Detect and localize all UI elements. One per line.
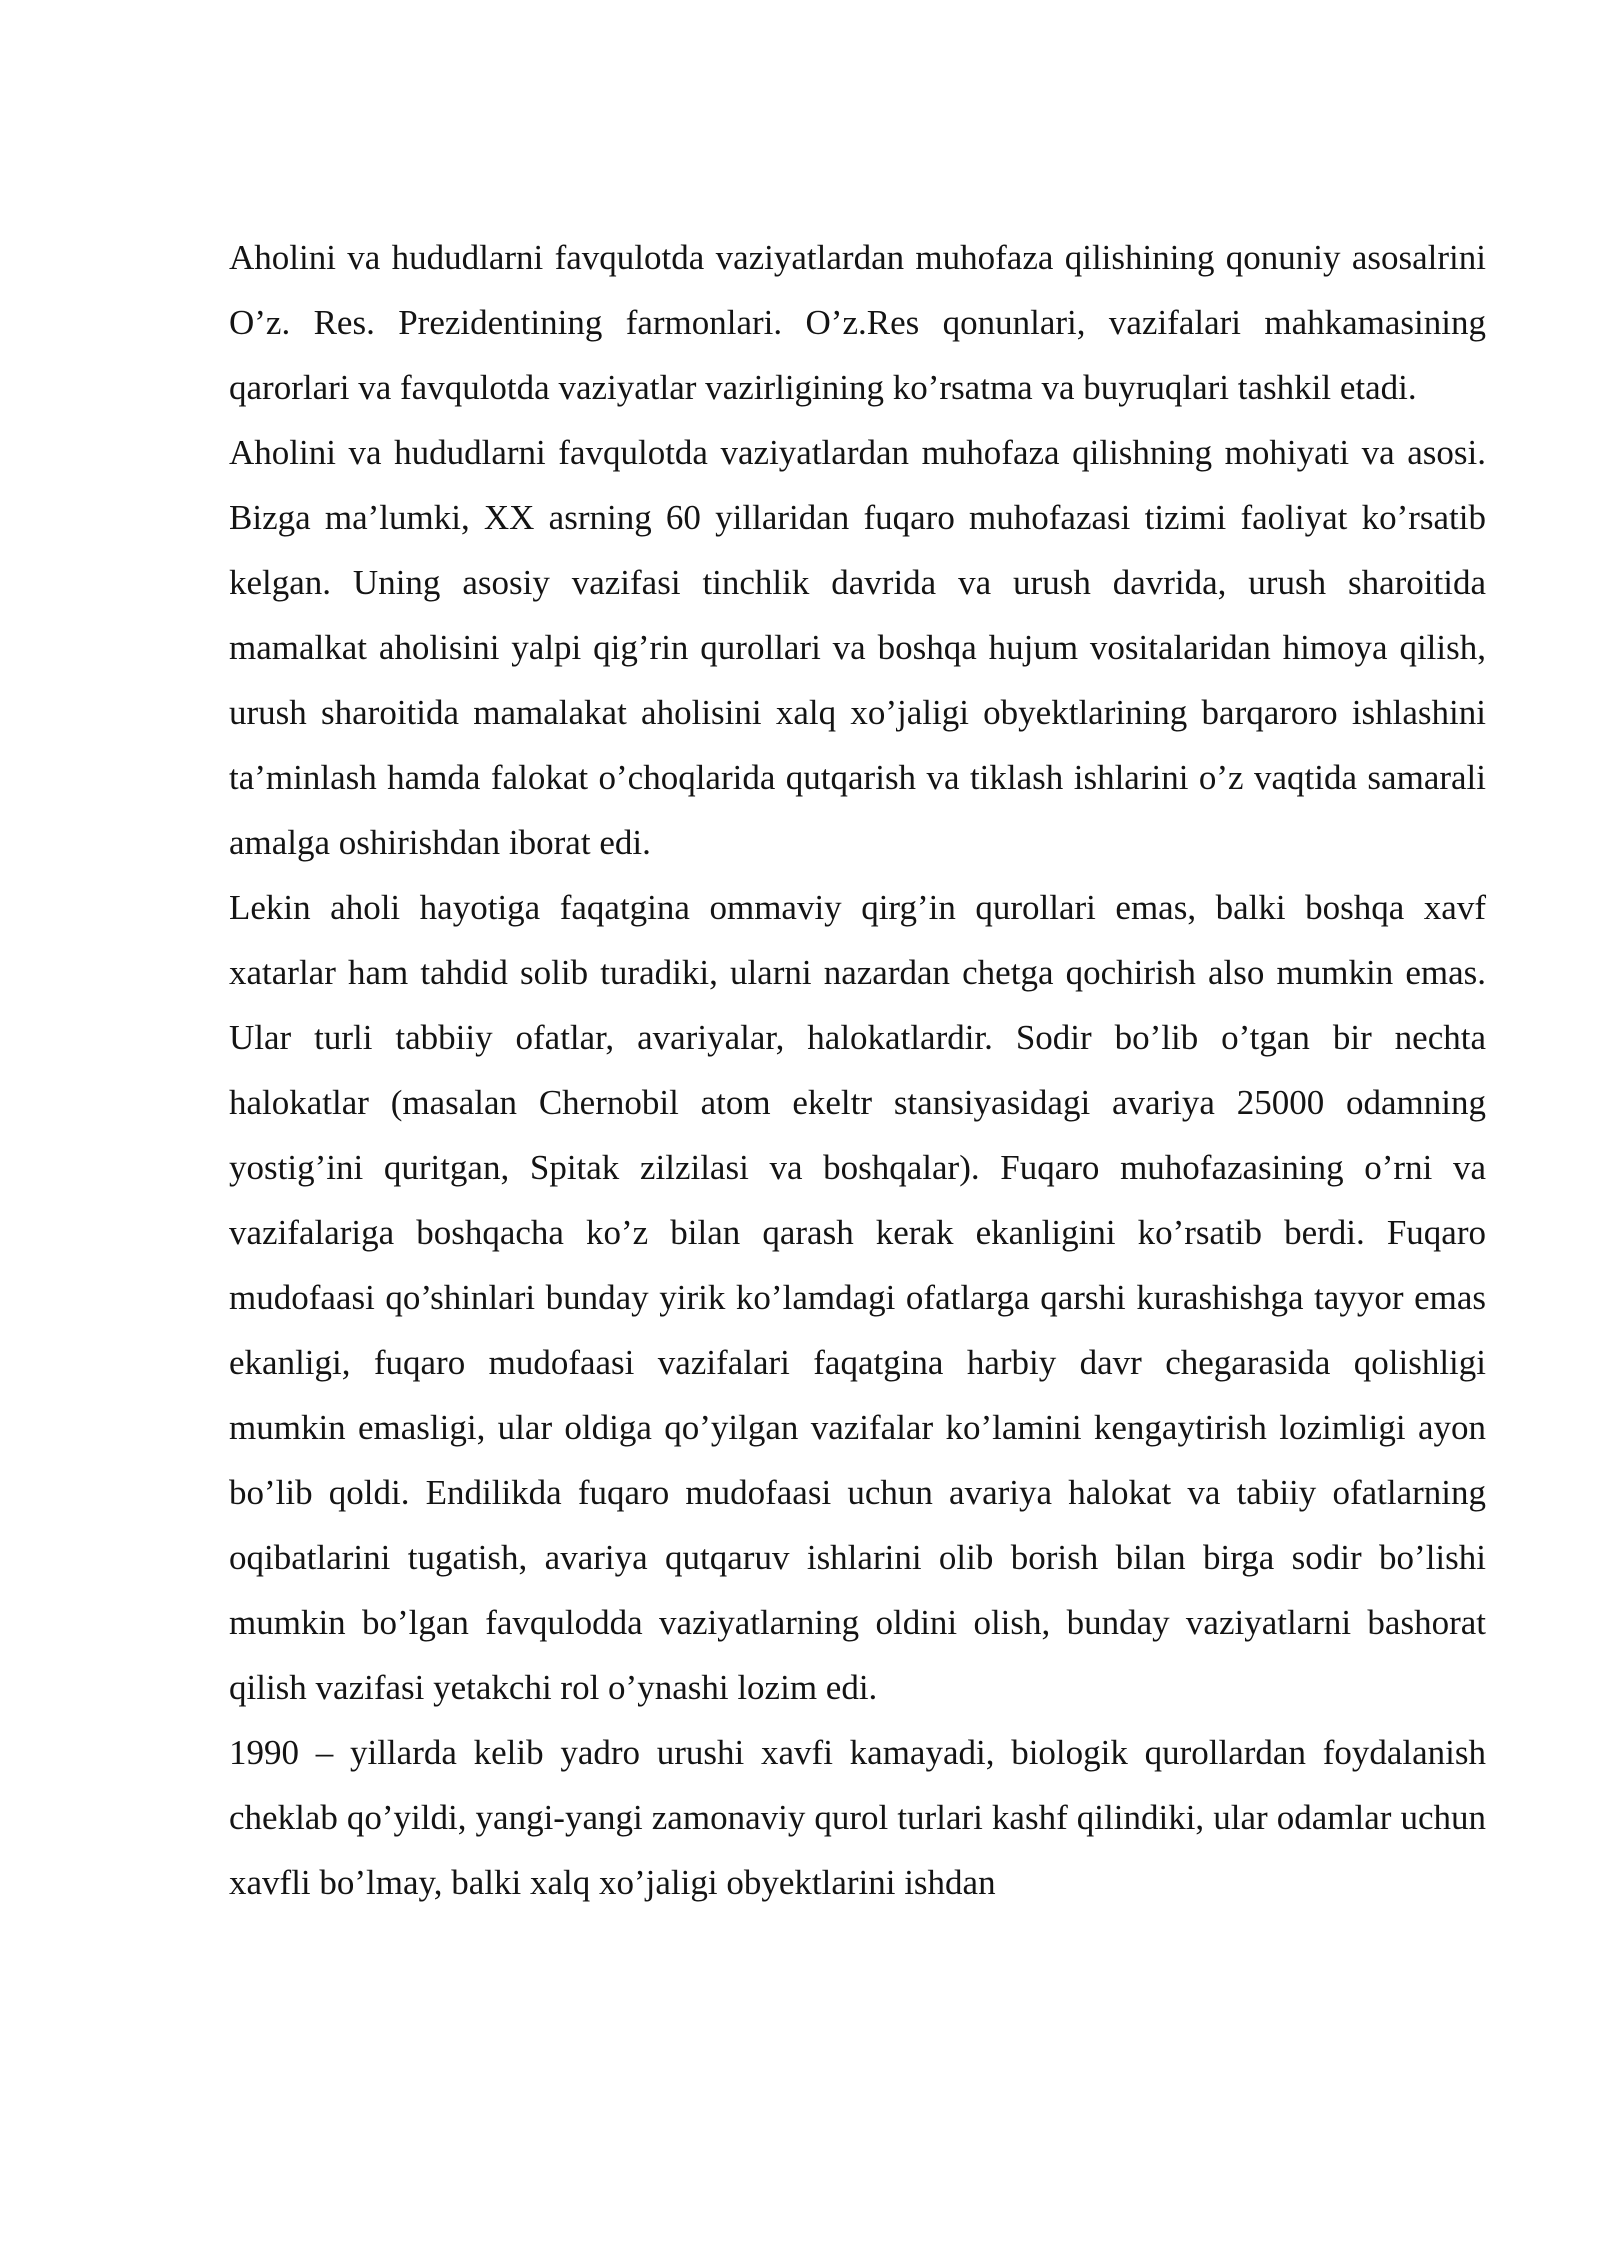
paragraph-1990s: 1990 – yillarda kelib yadro urushi xavfi kamayadi, biologik qurollardan foydalanish cheklab qo’yildi, yangi-yangi zamonaviy qurol turlari kashf qilindiki, ular odamlar uchun xavfli bo’lmay, balki xalq xo’jaligi obyektlarini ishdan [229,1733,1486,1902]
paragraph-essence-and-basis: Aholini va hududlarni favqulotda vaziyatlardan muhofaza qilishning mohiyati va asosi. Bizga ma’lumki, XX asrning 60 yillaridan fuqaro muhofazasi tizimi faoliyat ko’rsatib kelgan. Uning asosiy vazifasi tinchlik davrida va urush davrida, urush sharoitida mamalkat aholisini yalpi qig’rin qurollari va boshqa hujum vositalaridan himoya qilish, urush sharoitida mamalakat aholisini xalq xo’jaligi obyektlarining barqaroro ishlashini ta’minlash hamda falokat o’choqlarida qutqarish va tiklash ishlarini o’z vaqtida samarali amalga oshirishdan iborat edi. [229,433,1486,862]
paragraph-other-threats: Lekin aholi hayotiga faqatgina ommaviy qirg’in qurollari emas, balki boshqa xavf xatarlar ham tahdid solib turadiki, ularni nazardan chetga qochirish also mumkin emas. Ular turli tabbiiy ofatlar, avariyalar, halokatlardir. Sodir bo’lib o’tgan bir nechta halokatlar (masalan Chernobil atom ekeltr stansiyasidagi avariya 25000 odamning yostig’ini quritgan, Spitak zilzilasi va boshqalar). Fuqaro muhofazasining o’rni va vazifalariga boshqacha ko’z bilan qarash kerak ekanligini ko’rsatib berdi. Fuqaro mudofaasi qo’shinlari bunday yirik ko’lamdagi ofatlarga qarshi kurashishga tayyor emas ekanligi, fuqaro mudofaasi vazifalari faqatgina harbiy davr chegarasida qolishligi mumkin emasligi, ular oldiga qo’yilgan vazifalar ko’lamini kengaytirish lozimligi ayon bo’lib qoldi. Endilikda fuqaro mudofaasi uchun avariya halokat va tabiiy ofatlarning oqibatlarini tugatish, avariya qutqaruv ishlarini olib borish bilan birga sodir bo’lishi mumkin bo’lgan favqulodda vaziyatlarning oldini olish, bunday vaziyatlarni bashorat qilish vazifasi yetakchi rol o’ynashi lozim edi. [229,888,1486,1707]
document-body [229,225,1486,1915]
paragraph-legal-basis: Aholini va hududlarni favqulotda vaziyatlardan muhofaza qilishining qonuniy asosalrini O’z. Res. Prezidentining farmonlari. O’z.Res qonunlari, vazifalari mahkamasining qarorlari va favqulotda vaziyatlar vazirligining ko’rsatma va buyruqlari tashkil etadi. [229,238,1486,407]
